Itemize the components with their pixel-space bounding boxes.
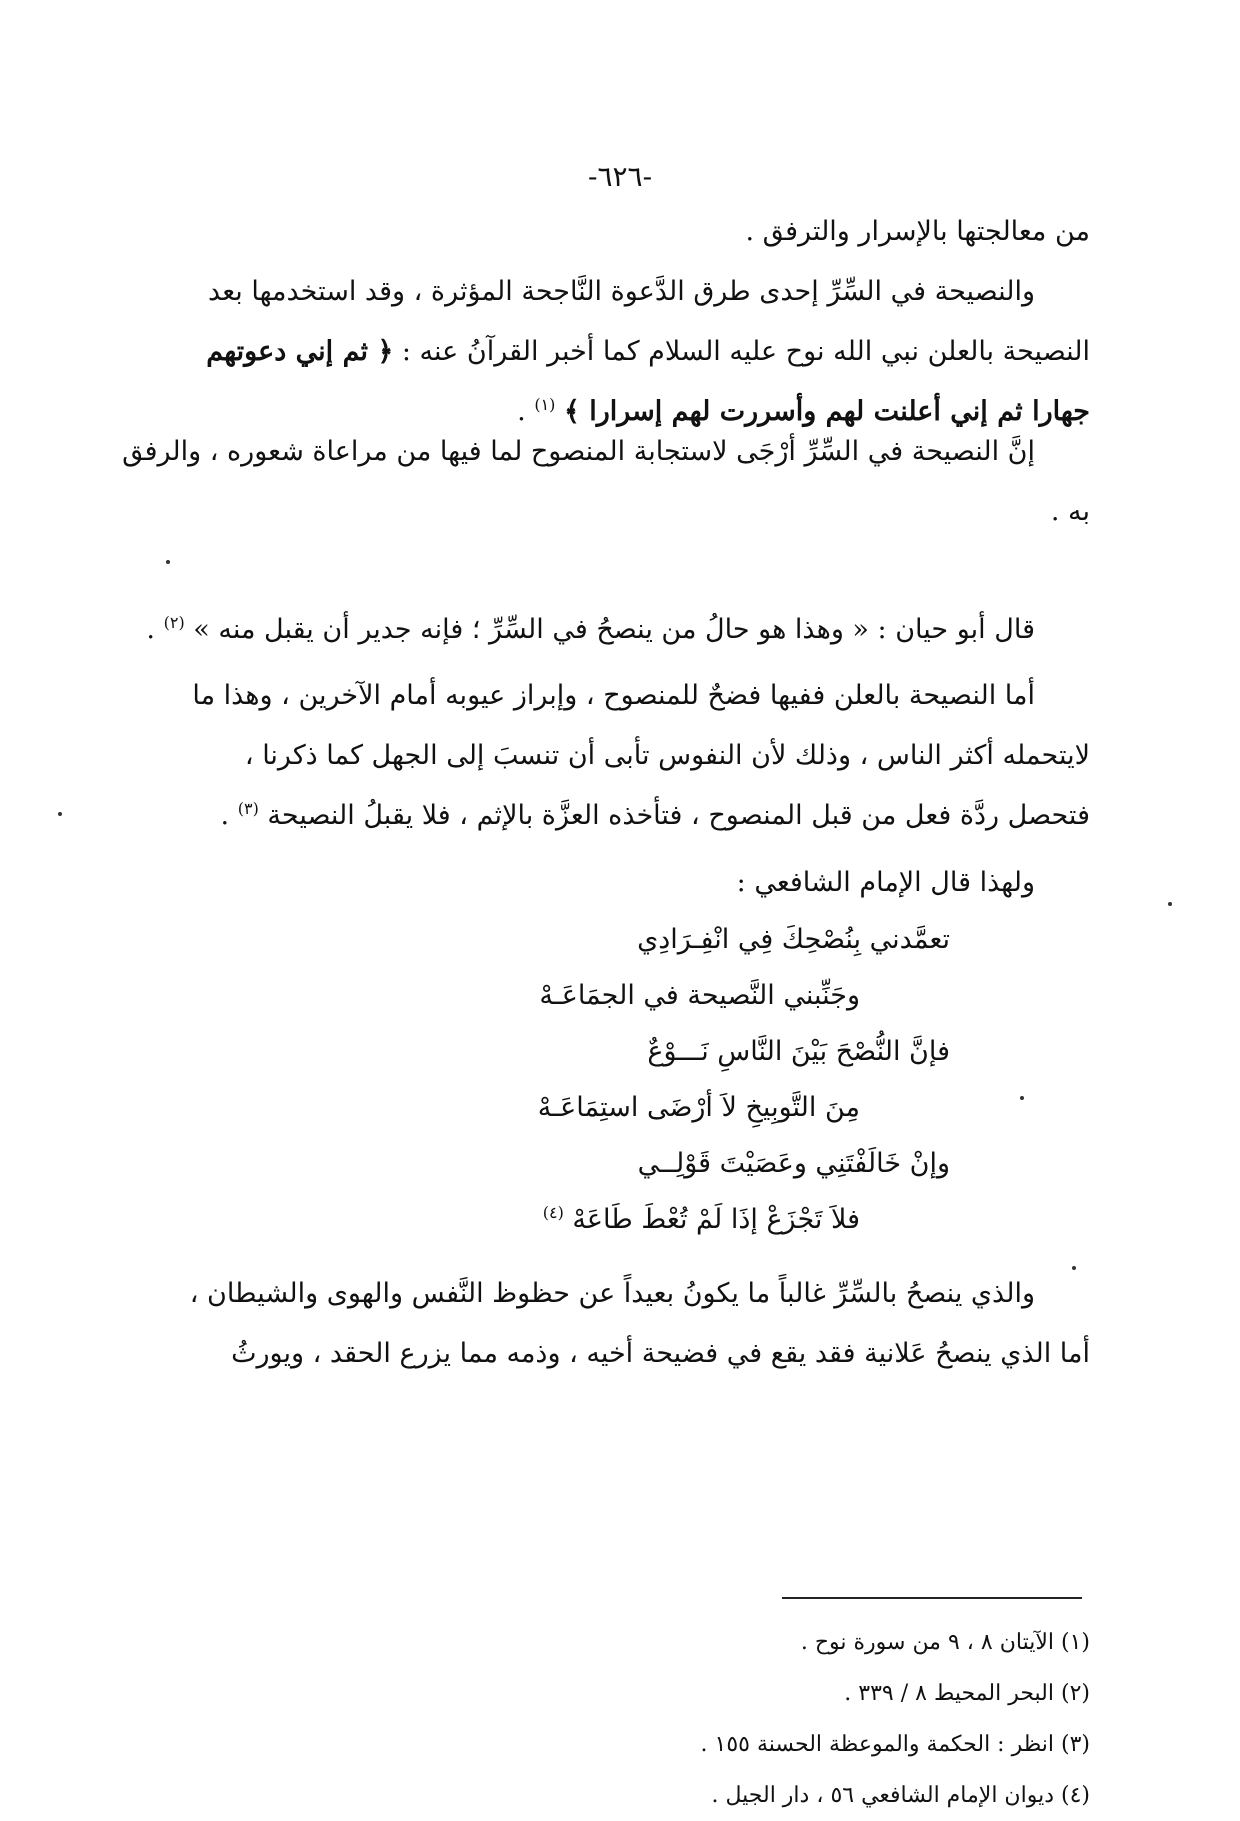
paragraph-arja — [122, 422, 1090, 542]
footnote: (٤) ديوان الإمام الشافعي ٥٦ ، دار الجيل . — [711, 1783, 1090, 1808]
text-line: أما الذي ينصحُ عَلانية فقد يقع في فضيحة أخيه ، وذمه مما يزرع الحقد ، ويورثُ — [231, 1338, 1090, 1369]
text-line: به . — [1050, 496, 1090, 527]
footnotes — [160, 1617, 1090, 1821]
paragraph-shafii-intro — [160, 853, 1090, 913]
text-segment: . — [220, 800, 230, 831]
text-line — [146, 600, 1090, 660]
text-line: ولهذا قال الإمام الشافعي : — [736, 867, 1035, 898]
page-number: -٦٢٦- — [587, 160, 653, 193]
poem-verse: وجَنِّبني النَّصيحة في الجمَاعَـهْ — [539, 980, 860, 1011]
text-line: إنَّ النصيحة في السِّرِّ أرْجَى لاستجابة المنصوح لما فيها من مراعاة شعوره ، والرفق — [122, 436, 1035, 467]
scan-speck — [1020, 1096, 1024, 1100]
poem-verse — [0, 1192, 1240, 1248]
text-segment: فتحصل ردَّة فعل من قبل المنصوح ، فتأخذه العزَّة بالإثم ، فلا يقبلُ النصيحة — [267, 800, 1090, 831]
poem-verse: تعمَّدني بِنُصْحِكَ فِي انْفِـرَادِي — [637, 924, 950, 955]
quran-quote: ﴿ ثم إني دعوتهم — [206, 336, 394, 367]
paragraph-alan — [160, 666, 1090, 846]
text-segment: . — [146, 614, 155, 645]
footnote-marker: (٢) — [163, 613, 185, 632]
text-segment: النصيحة بالعلن نبي الله نوح عليه السلام كما أخبر القرآنُ عنه : — [401, 336, 1090, 367]
paragraph-closing — [160, 1264, 1090, 1384]
text-line: والذي ينصحُ بالسِّرِّ غالباً ما يكونُ بعيداً عن حظوظ النَّفس والهوى والشيطان ، — [189, 1278, 1035, 1309]
text-line: أما النصيحة بالعلن ففيها فضحٌ للمنصوح ، وإبراز عيوبه أمام الآخرين ، وهذا ما — [192, 680, 1035, 711]
poem-verse: وإنْ خَالَفْتَنِي وعَصَيْتَ قَوْلِــي — [637, 1148, 950, 1179]
text-line — [160, 322, 1090, 382]
footnote-divider — [782, 1597, 1082, 1599]
text-segment: . — [517, 396, 526, 427]
text-line — [160, 786, 1090, 846]
poem-verse: فإنَّ النُّصْحَ بَيْنَ النَّاسِ نَـــوْعٌ — [647, 1036, 950, 1067]
paragraph-nasihah-sirr — [160, 262, 1090, 442]
footnote: (٣) انظر : الحكمة والموعظة الحسنة ١٥٥ . — [700, 1732, 1090, 1757]
footnote-marker: (٤) — [542, 1203, 564, 1222]
text-line: من معالجتها بالإسرار والترفق . — [745, 216, 1090, 247]
footnote-marker: (١) — [534, 395, 556, 414]
text-segment: قال أبو حيان : « وهذا هو حالُ من ينصحُ في السِّرِّ ؛ فإنه جدير أن يقبل منه » — [193, 614, 1035, 645]
poem — [0, 912, 1240, 1248]
paragraph-continuation — [160, 202, 1090, 262]
footnote: (٢) البحر المحيط ٨ / ٣٣٩ . — [844, 1681, 1090, 1706]
scan-speck — [58, 812, 62, 816]
paragraph-abu-hayyan — [146, 600, 1090, 660]
poem-verse: مِنَ التَّوبِيخِ لاَ أرْضَى استِمَاعَـهْ — [537, 1092, 860, 1123]
text-line: والنصيحة في السِّرِّ إحدى طرق الدَّعوة النَّاجحة المؤثرة ، وقد استخدمها بعد — [208, 276, 1035, 307]
text-line: لايتحمله أكثر الناس ، وذلك لأن النفوس تأبى أن تنسبَ إلى الجهل كما ذكرنا ، — [244, 740, 1090, 771]
scan-speck — [1072, 1266, 1076, 1270]
scan-speck — [1168, 902, 1172, 906]
quran-quote: جهارا ثم إني أعلنت لهم وأسررت لهم إسرارا ﴾ — [564, 396, 1090, 427]
text-segment: فلاَ تَجْزَعْ إذَا لَمْ تُعْطَ طَاعَهْ — [572, 1204, 860, 1235]
scan-speck — [166, 560, 170, 564]
footnote-marker: (٣) — [237, 799, 259, 818]
footnote: (١) الآيتان ٨ ، ٩ من سورة نوح . — [800, 1630, 1090, 1655]
